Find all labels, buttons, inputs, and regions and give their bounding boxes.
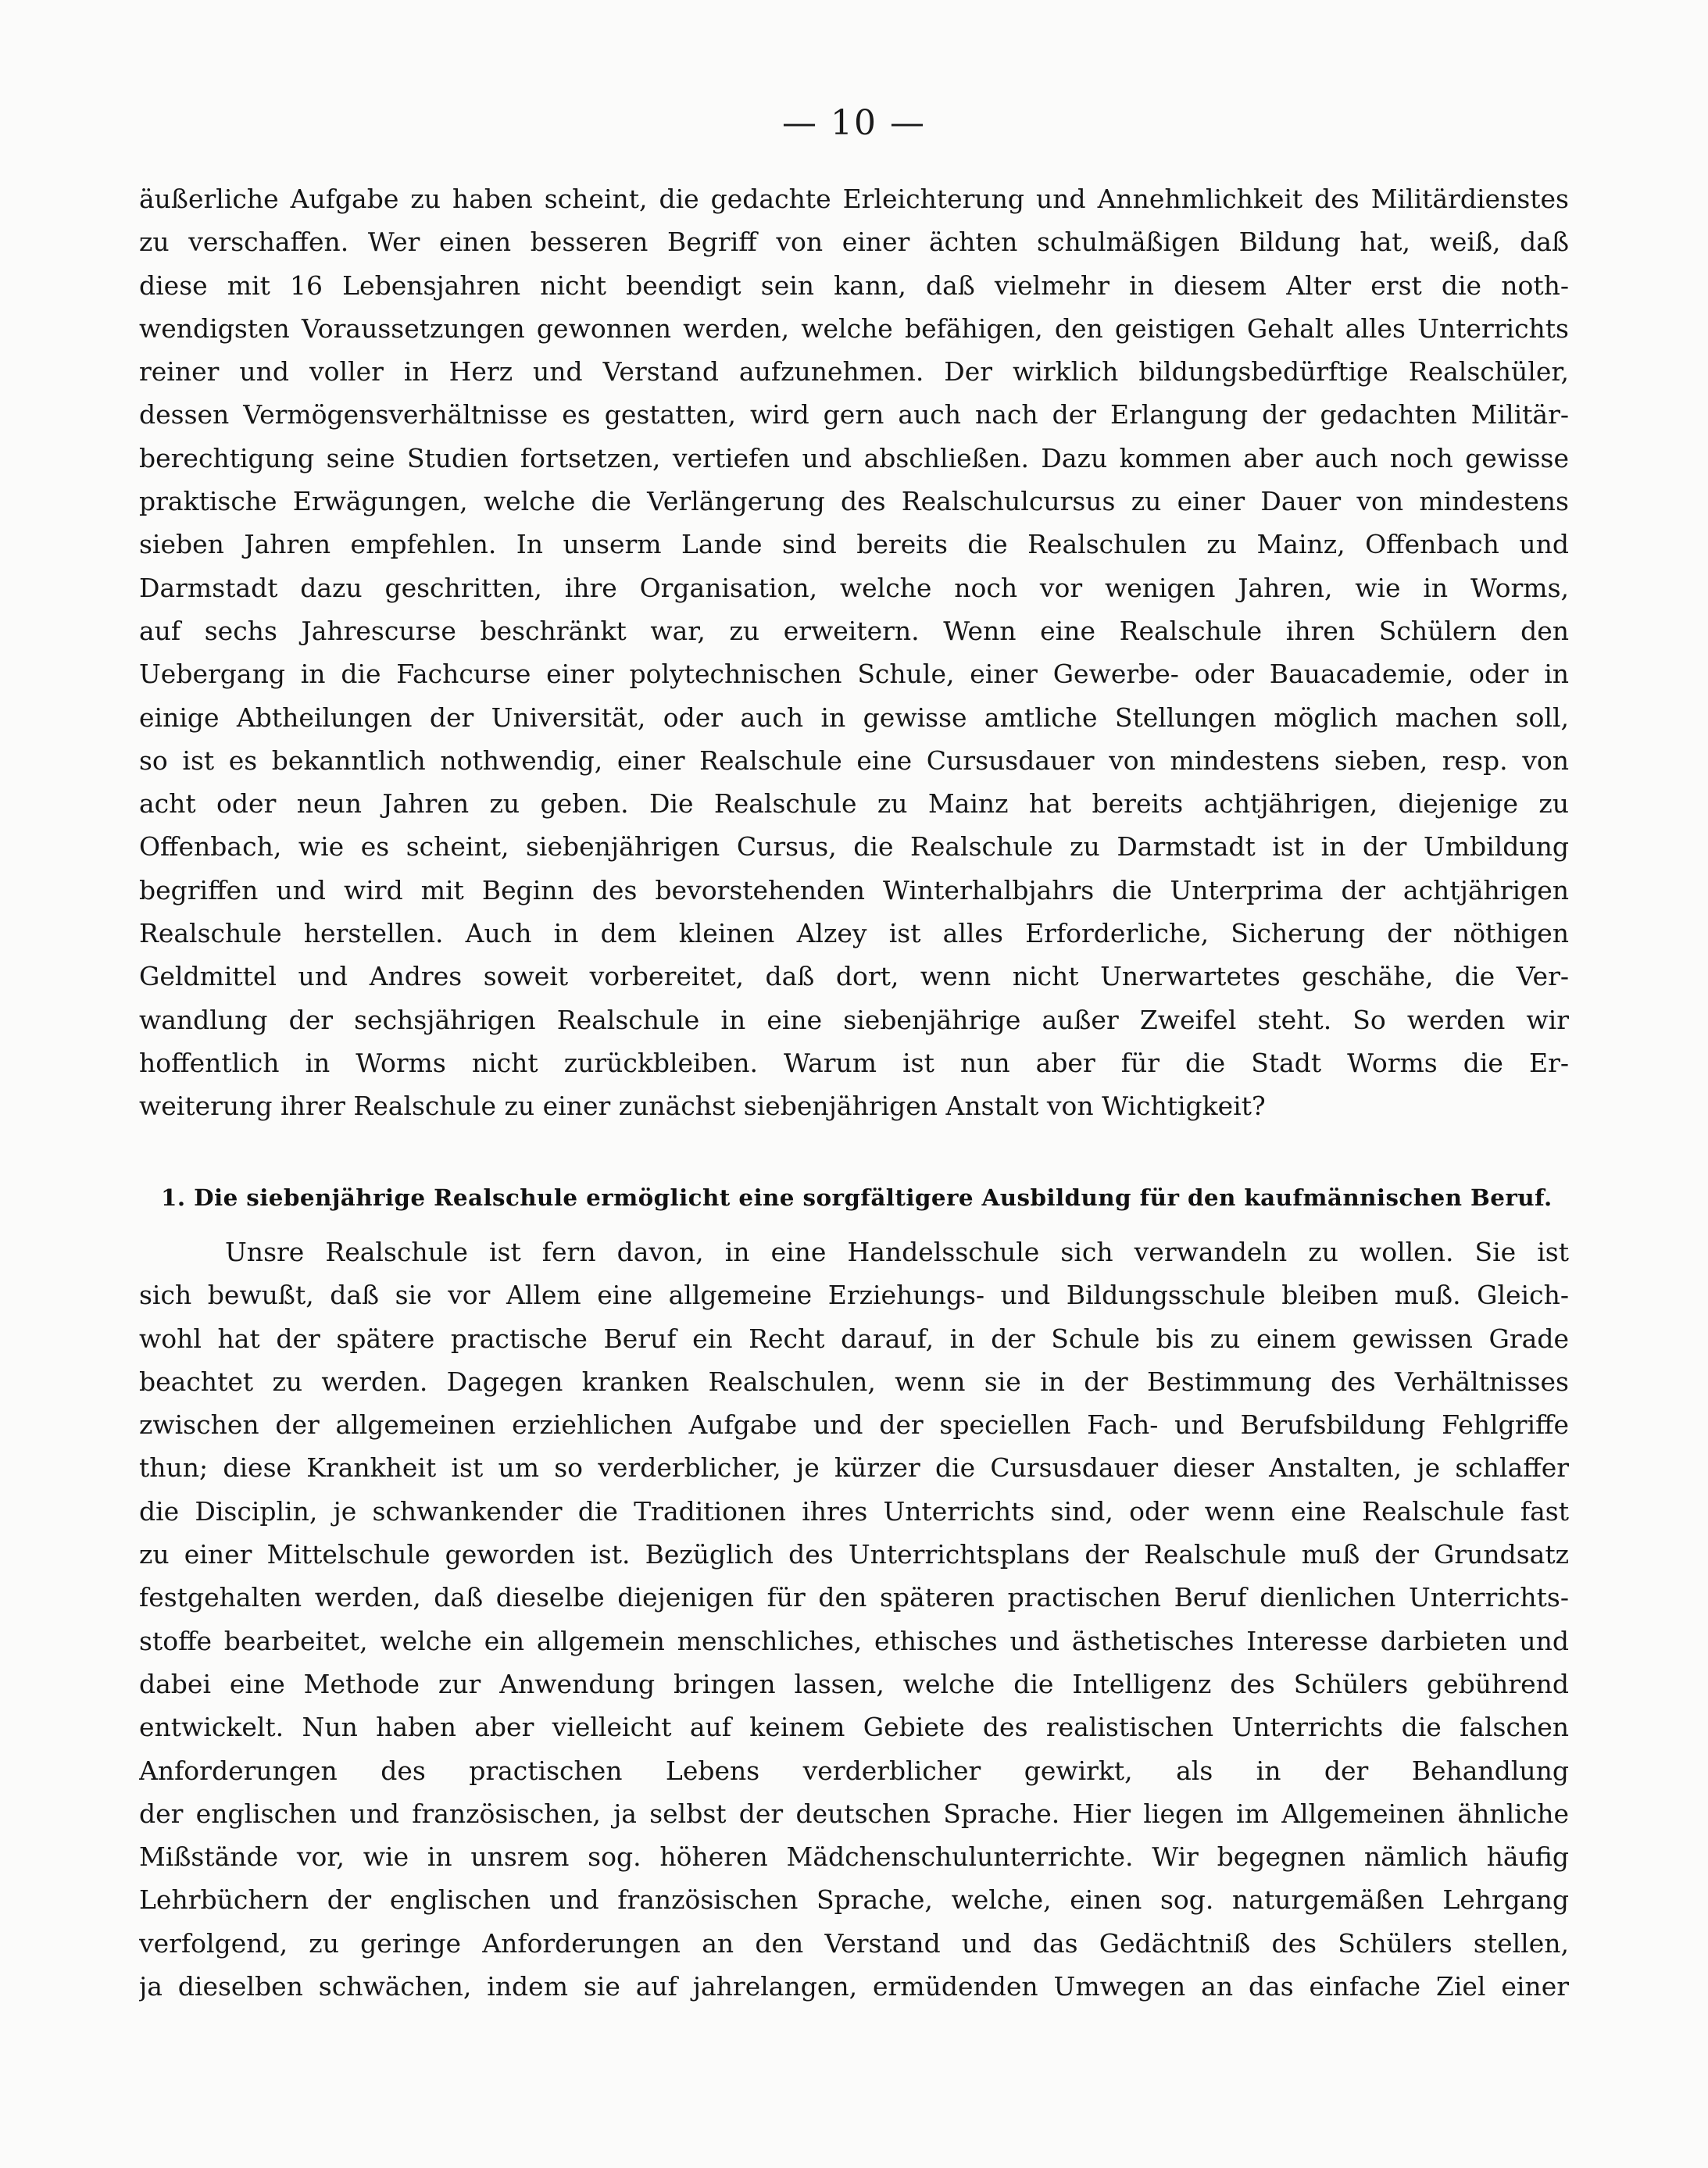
paragraph-2 [139, 1230, 1569, 2008]
text-line: Unsre Realschule ist fern davon, in eine Handelsschule sich verwandeln zu wollen. Sie ist [225, 1237, 1569, 1267]
text-line: Offenbach, wie es scheint, siebenjährigen Cursus, die Realschule zu Darmstadt ist in der Umbildung [139, 831, 1569, 863]
text-line: sich bewußt, daß sie vor Allem eine allgemeine Erziehungs- und Bildungsschule bleiben muß. Gleich- [139, 1280, 1569, 1311]
text-line: begriffen und wird mit Beginn des bevorstehenden Winterhalbjahrs die Unterprima der achtjährigen [139, 874, 1569, 905]
text-line: festgehalten werden, daß dieselbe diejenigen für den späteren practischen Beruf dienlichen Unterrichts- [139, 1582, 1569, 1613]
text-line: sieben Jahren empfehlen. In unserm Lande sind bereits die Realschulen zu Mainz, Offenbach und [139, 529, 1569, 560]
text-line: entwickelt. Nun haben aber vielleicht auf keinem Gebiete des realistischen Unterrichts die falschen [139, 1712, 1569, 1743]
text-line: zu einer Mittelschule geworden ist. Bezüglich des Unterrichtsplans der Realschule muß der Grundsatz [139, 1539, 1569, 1570]
text-line: beachtet zu werden. Dagegen kranken Realschulen, wenn sie in der Bestimmung des Verhältnisses [139, 1366, 1569, 1397]
text-line: Lehrbüchern der englischen und französischen Sprache, welche, einen sog. naturgemäßen Lehrgang [139, 1884, 1569, 1916]
text-line: die Disciplin, je schwankender die Traditionen ihres Unterrichts sind, oder wenn eine Realschule fast [139, 1495, 1569, 1527]
text-line: ja dieselben schwächen, indem sie auf jahrelangen, ermüdenden Umwegen an das einfache Ziel einer [139, 1971, 1569, 2002]
text-line: dabei eine Methode zur Anwendung bringen lassen, welche die Intelligenz des Schülers gebührend [139, 1668, 1569, 1699]
text-line: wandlung der sechsjährigen Realschule in eine siebenjährige außer Zweifel steht. So werden wir [139, 1004, 1569, 1035]
text-line: diese mit 16 Lebensjahren nicht beendigt sein kann, daß vielmehr in diesem Alter erst die noth- [139, 270, 1569, 301]
text-line: Geldmittel und Andres soweit vorbereitet, daß dort, wenn nicht Unerwartetes geschähe, die Ver- [139, 961, 1569, 992]
text-line: äußerliche Aufgabe zu haben scheint, die gedachte Erleichterung und Annehmlichkeit des Militärdienstes [139, 184, 1569, 214]
text-line: berechtigung seine Studien fortsetzen, vertiefen und abschließen. Dazu kommen aber auch noch gewisse [139, 442, 1569, 473]
text-line: wohl hat der spätere practische Beruf ein Recht darauf, in der Schule bis zu einem gewissen Grade [139, 1323, 1569, 1354]
text-line: hoffentlich in Worms nicht zurückbleiben. Warum ist nun aber für die Stadt Worms die Er- [139, 1047, 1569, 1078]
text-line: der englischen und französischen, ja selbst der deutschen Sprache. Hier liegen im Allgemeinen ähnliche [139, 1798, 1569, 1829]
text-line: Uebergang in die Fachcurse einer polytechnischen Schule, einer Gewerbe- oder Bauacademie, oder in [139, 659, 1569, 690]
text-line: praktische Erwägungen, welche die Verlängerung des Realschulcursus zu einer Dauer von mindestens [139, 486, 1569, 517]
text-line: wendigsten Voraussetzungen gewonnen werden, welche befähigen, den geistigen Gehalt alles Unterrichts [139, 313, 1569, 344]
text-line: weiterung ihrer Realschule zu einer zunächst siebenjährigen Anstalt von Wichtigkeit? [139, 1091, 1266, 1122]
text-line: reiner und voller in Herz und Verstand aufzunehmen. Der wirklich bildungsbedürftige Realschüler, [139, 356, 1569, 388]
text-line: Darmstadt dazu geschritten, ihre Organisation, welche noch vor wenigen Jahren, wie in Worms, [139, 572, 1569, 603]
text-line: Realschule herstellen. Auch in dem kleinen Alzey ist alles Erforderliche, Sicherung der nöthigen [139, 918, 1569, 949]
text-line: Mißstände vor, wie in unsrem sog. höheren Mädchenschulunterrichte. Wir begegnen nämlich häufig [139, 1841, 1569, 1873]
text-line: thun; diese Krankheit ist um so verderblicher, je kürzer die Cursusdauer dieser Anstalten, je schlaffer [139, 1452, 1569, 1484]
text-line: einige Abtheilungen der Universität, oder auch in gewisse amtliche Stellungen möglich machen soll, [139, 702, 1569, 733]
text-line: zu verschaffen. Wer einen besseren Begriff von einer ächten schulmäßigen Bildung hat, weiß, daß [139, 227, 1569, 258]
text-line: zwischen der allgemeinen erziehlichen Aufgabe und der speciellen Fach- und Berufsbildung Fehlgriffe [139, 1409, 1569, 1441]
paragraph-1 [139, 177, 1569, 1128]
text-line: acht oder neun Jahren zu geben. Die Realschule zu Mainz hat bereits achtjährigen, diejenige zu [139, 788, 1569, 820]
text-line: Anforderungen des practischen Lebens verderblicher gewirkt, als in der Behandlung [139, 1755, 1569, 1786]
text-line: dessen Vermögensverhältnisse es gestatten, wird gern auch nach der Erlangung der gedachten Militär- [139, 399, 1569, 430]
page-number: — 10 — [782, 103, 926, 143]
section-heading: 1. Die siebenjährige Realschule ermöglicht eine sorgfältigere Ausbildung für den kaufmännischen Beruf. [161, 1184, 1553, 1211]
text-line: auf sechs Jahrescurse beschränkt war, zu erweitern. Wenn eine Realschule ihren Schülern den [139, 615, 1569, 646]
text-line: stoffe bearbeitet, welche ein allgemein menschliches, ethisches und ästhetisches Interesse darbieten und [139, 1625, 1569, 1656]
text-line: verfolgend, zu geringe Anforderungen an den Verstand und das Gedächtniß des Schülers stellen, [139, 1927, 1569, 1959]
text-line: so ist es bekanntlich nothwendig, einer Realschule eine Cursusdauer von mindestens sieben, resp. von [139, 745, 1569, 776]
